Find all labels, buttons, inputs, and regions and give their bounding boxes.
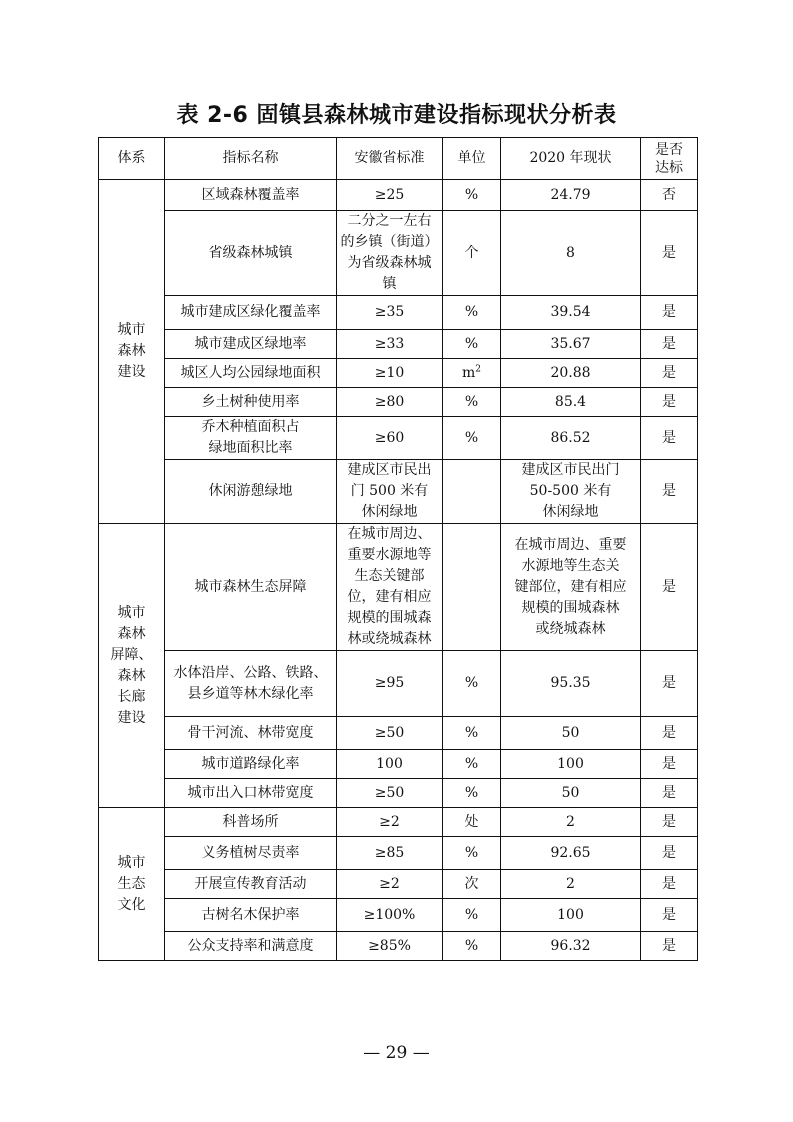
indicator-cell: 城区人均公园绿地面积 — [165, 359, 337, 388]
met-cell: 是 — [641, 359, 698, 388]
status-cell: 50 — [501, 779, 641, 808]
met-cell: 是 — [641, 651, 698, 717]
standard-cell: ≥10 — [337, 359, 443, 388]
standard-cell: ≥33 — [337, 330, 443, 359]
met-cell: 是 — [641, 388, 698, 417]
status-cell: 8 — [501, 211, 641, 296]
table-title: 表 2-6 固镇县森林城市建设指标现状分析表 — [176, 103, 617, 128]
indicator-cell: 骨干河流、林带宽度 — [165, 717, 337, 750]
met-cell: 是 — [641, 460, 698, 524]
indicator-cell: 科普场所 — [165, 808, 337, 837]
unit-cell: % — [443, 837, 501, 870]
met-cell: 是 — [641, 524, 698, 651]
standard-cell: ≥50 — [337, 779, 443, 808]
status-cell: 92.65 — [501, 837, 641, 870]
status-cell: 85.4 — [501, 388, 641, 417]
table-row — [99, 180, 698, 211]
unit-cell: % — [443, 651, 501, 717]
table-row — [99, 651, 698, 717]
standard-cell: ≥25 — [337, 180, 443, 211]
indicator-cell: 城市出入口林带宽度 — [165, 779, 337, 808]
unit-cell: % — [443, 932, 501, 961]
status-cell: 24.79 — [501, 180, 641, 211]
header-met — [641, 138, 698, 180]
standard-cell: ≥60 — [337, 417, 443, 460]
table-row — [99, 524, 698, 651]
header-system: 体系 — [99, 138, 165, 180]
indicator-table — [98, 137, 698, 961]
unit-cell: % — [443, 417, 501, 460]
met-cell: 是 — [641, 750, 698, 779]
status-cell: 100 — [501, 750, 641, 779]
unit-cell: % — [443, 388, 501, 417]
table-row — [99, 837, 698, 870]
met-cell: 是 — [641, 932, 698, 961]
table-row — [99, 330, 698, 359]
indicator-cell: 乔木种植面积占 绿地面积比率 — [165, 417, 337, 460]
met-cell: 是 — [641, 779, 698, 808]
indicator-cell: 城市森林生态屏障 — [165, 524, 337, 651]
table-row — [99, 932, 698, 961]
table-row — [99, 388, 698, 417]
header-standard: 安徽省标准 — [337, 138, 443, 180]
standard-cell: ≥80 — [337, 388, 443, 417]
met-cell: 否 — [641, 180, 698, 211]
header-status: 2020 年现状 — [501, 138, 641, 180]
indicator-cell: 省级森林城镇 — [165, 211, 337, 296]
standard-cell: ≥35 — [337, 296, 443, 330]
met-cell: 是 — [641, 870, 698, 899]
unit-cell: % — [443, 180, 501, 211]
table-row — [99, 779, 698, 808]
status-cell: 2 — [501, 870, 641, 899]
status-cell: 50 — [501, 717, 641, 750]
indicator-cell: 乡土树种使用率 — [165, 388, 337, 417]
indicator-cell: 公众支持率和满意度 — [165, 932, 337, 961]
status-cell: 95.35 — [501, 651, 641, 717]
indicator-cell: 休闲游憩绿地 — [165, 460, 337, 524]
unit-cell: % — [443, 899, 501, 932]
standard-cell: ≥50 — [337, 717, 443, 750]
header-row — [99, 138, 698, 180]
status-cell: 35.67 — [501, 330, 641, 359]
indicator-cell: 城市道路绿化率 — [165, 750, 337, 779]
table-row — [99, 870, 698, 899]
standard-cell: ≥100% — [337, 899, 443, 932]
unit-cell — [443, 359, 501, 388]
indicator-cell: 开展宣传教育活动 — [165, 870, 337, 899]
standard-cell: 二分之一左右 的乡镇（街道） 为省级森林城 镇 — [337, 211, 443, 296]
header-indicator: 指标名称 — [165, 138, 337, 180]
standard-cell: ≥2 — [337, 870, 443, 899]
table-row — [99, 808, 698, 837]
status-cell: 20.88 — [501, 359, 641, 388]
standard-cell: 100 — [337, 750, 443, 779]
table-row — [99, 417, 698, 460]
table-row — [99, 717, 698, 750]
unit-superscript: 2 — [475, 363, 481, 374]
standard-cell: ≥2 — [337, 808, 443, 837]
indicator-cell: 水体沿岸、公路、铁路、 县乡道等林木绿化率 — [165, 651, 337, 717]
unit-cell: % — [443, 296, 501, 330]
met-cell: 是 — [641, 296, 698, 330]
status-cell: 在城市周边、重要 水源地等生态关 键部位，建有相应 规模的围城森林 或绕城森林 — [501, 524, 641, 651]
indicator-cell: 城市建成区绿化覆盖率 — [165, 296, 337, 330]
status-cell: 39.54 — [501, 296, 641, 330]
unit-cell: 次 — [443, 870, 501, 899]
unit-cell — [443, 460, 501, 524]
header-met-line2: 达标 — [655, 159, 683, 176]
table-row — [99, 296, 698, 330]
status-cell: 2 — [501, 808, 641, 837]
category-cell: 城市 生态 文化 — [99, 808, 165, 961]
table-row — [99, 359, 698, 388]
indicator-cell: 古树名木保护率 — [165, 899, 337, 932]
standard-cell: 建成区市民出 门 500 米有 休闲绿地 — [337, 460, 443, 524]
met-cell: 是 — [641, 330, 698, 359]
met-cell: 是 — [641, 717, 698, 750]
standard-cell: 在城市周边、 重要水源地等 生态关键部 位，建有相应 规模的围城森 林或绕城森林 — [337, 524, 443, 651]
met-cell: 是 — [641, 417, 698, 460]
indicator-cell: 城市建成区绿地率 — [165, 330, 337, 359]
unit-cell: % — [443, 779, 501, 808]
unit-cell: % — [443, 750, 501, 779]
met-cell: 是 — [641, 899, 698, 932]
indicator-cell: 义务植树尽责率 — [165, 837, 337, 870]
met-cell: 是 — [641, 211, 698, 296]
unit-cell: % — [443, 330, 501, 359]
standard-cell: ≥85% — [337, 932, 443, 961]
status-cell: 100 — [501, 899, 641, 932]
indicator-cell: 区域森林覆盖率 — [165, 180, 337, 211]
unit-base: m — [461, 364, 476, 381]
table-row — [99, 460, 698, 524]
unit-cell: 个 — [443, 211, 501, 296]
standard-cell: ≥85 — [337, 837, 443, 870]
status-cell: 96.32 — [501, 932, 641, 961]
met-cell: 是 — [641, 837, 698, 870]
status-cell: 建成区市民出门 50-500 米有 休闲绿地 — [501, 460, 641, 524]
table-row — [99, 750, 698, 779]
table-row — [99, 211, 698, 296]
unit-cell: % — [443, 717, 501, 750]
category-cell: 城市 森林 屏障、 森林 长廊 建设 — [99, 524, 165, 808]
header-met-line1: 是否 — [655, 141, 683, 158]
page-number: — 29 — — [363, 1043, 430, 1063]
table-row — [99, 899, 698, 932]
unit-cell — [443, 524, 501, 651]
unit-cell: 处 — [443, 808, 501, 837]
category-cell: 城市 森林 建设 — [99, 180, 165, 524]
standard-cell: ≥95 — [337, 651, 443, 717]
status-cell: 86.52 — [501, 417, 641, 460]
header-unit: 单位 — [443, 138, 501, 180]
met-cell: 是 — [641, 808, 698, 837]
